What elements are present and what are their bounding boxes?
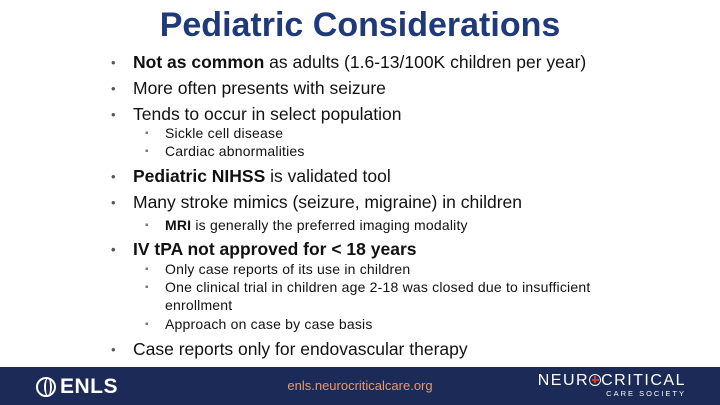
bullet-text: IV tPA not approved for < 18 years bbox=[133, 239, 417, 259]
subbullet-text: Approach on case by case basis bbox=[165, 316, 373, 332]
bullet-text: Many stroke mimics (seizure, migraine) in children bbox=[133, 192, 522, 212]
bullet-seizure bbox=[111, 78, 386, 99]
subbullet-text: Cardiac abnormalities bbox=[165, 143, 305, 159]
sub-bullet-icon: ▪ bbox=[145, 319, 149, 330]
subbullet-clinical-trial bbox=[145, 279, 591, 295]
subbullet-text: Only case reports of its use in children bbox=[165, 261, 411, 277]
bullet-not-common bbox=[111, 52, 587, 73]
neurocritical-care-society-logo bbox=[538, 372, 686, 398]
subbullet-clinical-trial-cont bbox=[165, 297, 232, 313]
bullet-stroke-mimics bbox=[111, 192, 522, 213]
subbullet-text: Sickle cell disease bbox=[165, 125, 284, 141]
sub-bullet-icon: ▪ bbox=[145, 128, 149, 139]
slide-title: Pediatric Considerations bbox=[159, 6, 561, 44]
ncs-logo-text-a: NEUR bbox=[537, 372, 590, 389]
bullet-icon: • bbox=[111, 107, 116, 122]
footer-url[interactable]: enls.neurocriticalcare.org bbox=[287, 378, 433, 393]
subbullet-case-by-case bbox=[145, 316, 373, 332]
subbullet-text: One clinical trial in children age 2-18 was closed due to insufficient bbox=[165, 279, 591, 295]
sub-bullet-icon: ▪ bbox=[145, 264, 149, 275]
bullet-icon: • bbox=[111, 242, 116, 257]
bullet-text: is validated tool bbox=[265, 166, 391, 186]
sub-bullet-icon: ▪ bbox=[145, 282, 149, 293]
bullet-icon: • bbox=[111, 55, 116, 70]
bullet-icon: • bbox=[111, 169, 116, 184]
subbullet-text: is generally the preferred imaging modality bbox=[191, 217, 468, 233]
bullet-text: More often presents with seizure bbox=[133, 78, 386, 98]
subbullet-text: enrollment bbox=[165, 297, 233, 313]
subbullet-case-reports bbox=[145, 261, 411, 277]
ncs-logo-text-b: CRITICAL bbox=[601, 372, 686, 389]
footer-bar bbox=[0, 367, 720, 405]
subbullet-cardiac bbox=[145, 143, 305, 159]
subbullet-mri bbox=[145, 217, 468, 233]
enls-logo-text: ENLS bbox=[60, 375, 119, 398]
sub-bullet-icon: ▪ bbox=[145, 220, 149, 231]
bullet-iv-tpa bbox=[111, 239, 417, 260]
bullet-text: Tends to occur in select population bbox=[133, 104, 402, 124]
subbullet-sickle-cell bbox=[145, 125, 284, 141]
subbullet-bold-text: MRI bbox=[165, 217, 192, 233]
cross-circle-icon bbox=[589, 374, 601, 386]
sub-bullet-icon: ▪ bbox=[145, 146, 149, 157]
bullet-text: Case reports only for endovascular therapy bbox=[133, 339, 468, 359]
bullet-select-population bbox=[111, 104, 402, 125]
bullet-text: as adults (1.6-13/100K children per year) bbox=[264, 52, 587, 72]
bullet-icon: • bbox=[111, 195, 116, 210]
bullet-endovascular bbox=[111, 339, 468, 360]
bullet-bold-text: Not as common bbox=[133, 52, 265, 72]
bullet-icon: • bbox=[111, 81, 116, 96]
bullet-pediatric-nihss bbox=[111, 166, 391, 187]
ncs-logo-subtitle: CARE SOCIETY bbox=[606, 389, 686, 398]
bullet-icon: • bbox=[111, 342, 116, 357]
bullet-bold-text: Pediatric NIHSS bbox=[133, 166, 266, 186]
